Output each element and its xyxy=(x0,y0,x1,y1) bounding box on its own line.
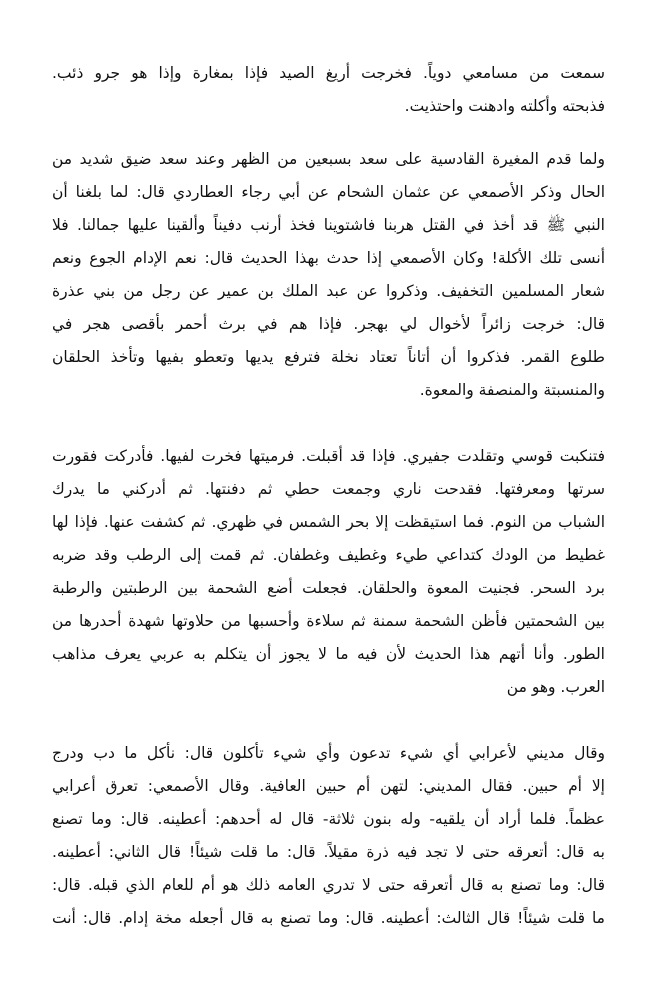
text-line: ما قلت شيئاً! قال الثالث: أعطينه. قال: وما تصنع به قال أجعله مخة إدام. قال: أنت xyxy=(52,909,605,927)
text-line: إلا أم حبين. فقال المديني: لتهن أم حبين العافية. وقال الأصمعي: تعرق أعرابي xyxy=(52,777,605,795)
text-line: بين الشحمتين فأظن الشحمة سمنة ثم سلاءة وأحسبها من حلاوتها شهدة أحدرها من xyxy=(52,612,605,630)
text-line: سمعت من مسامعي دوياً. فخرجت أريغ الصيد فإذا بمغارة وإذا هو جرو ذئب. xyxy=(52,64,605,82)
paragraph-mughira-qadisiyya xyxy=(52,143,605,407)
text-line: العرب. وهو من xyxy=(506,678,605,696)
text-line: شعار المسلمين التخفيف. وذكروا عن عبد الملك بن عمير عن رجل من بني عذرة xyxy=(52,282,605,300)
text-line: قال: وما تصنع به قال أتعرقه حتى لا تدري العامه ذلك هو أم للعام الذي قبله. قال: xyxy=(52,876,605,894)
text-line: أنسى تلك الأكلة! وكان الأصمعي إذا حدث بهذا الحديث قال: نعم الإدام الجوع ونعم xyxy=(52,249,605,267)
paragraph-madani-and-bedouin xyxy=(52,737,605,935)
text-line: الحال وذكر الأصمعي عن عثمان الشحام عن أبي رجاء العطاردي قال: لما بلغنا أن xyxy=(52,183,605,201)
text-line: النبي ﷺ قد أخذ في القتل هربنا فاشتوينا فخذ أرنب دفيناً وألقينا عليها جمالنا. فلا xyxy=(52,216,605,234)
text-line: غطيط من الودك كتداعي طيء وغطيف وغطفان. ثم قمت إلى الرطب وقد ضربه xyxy=(52,546,605,564)
text-line: عظماً. فلما أراد أن يلقيه- وله بنون ثلاثة- قال له أحدهم: أعطينه. قال: وما تصنع xyxy=(52,810,605,828)
text-line: وقال مديني لأعرابي أي شيء تدعون وأي شيء تأكلون قال: نأكل ما دب ودرج xyxy=(52,744,605,762)
text-line: سرتها ومعرفتها. فقدحت ناري وجمعت حطي ثم دفنتها. ثم أدركني ما يدرك xyxy=(52,480,605,498)
text-line: فذبحته وأكلته وادهنت واحتذيت. xyxy=(404,97,605,115)
text-line: والمنسبتة والمنصفة والمعوة. xyxy=(419,381,605,399)
text-line: برد السحر. فجنيت المعوة والحلقان. فجعلت أضع الشحمة بين الرطبتين والرطبة xyxy=(52,579,605,597)
text-line: طلوع القمر. فذكروا أن أتاناً تعتاد نخلة فترفع يديها وتعطو بفيها وتأخذ الحلقان xyxy=(52,348,605,366)
text-line: الشباب من النوم. فما استيقظت إلا بحر الشمس في ظهري. ثم كشفت عنها. فإذا لها xyxy=(52,513,605,531)
text-line: الطور. وأنا أتهم هذا الحديث لأن فيه ما لا يجوز أن يتكلم به عربي يعرف مذاهب xyxy=(52,645,605,663)
text-line: قال: خرجت زائراً لأخوال لي بهجر. فإذا هم في برث أحمر بأقصى هجر في xyxy=(52,315,605,333)
text-line: به قال: أتعرقه حتى لا تجد فيه ذرة مقيلاً. قال: ما قلت شيئاً! قال الثاني: أعطينه. xyxy=(52,843,605,861)
text-line: فتنكبت قوسي وتقلدت جفيري. فإذا قد أقبلت. فرميتها فخرت لفيها. فأدركت فقورت xyxy=(52,447,605,465)
paragraph-bow-and-quiver xyxy=(52,440,605,704)
paragraph-wolf-cub xyxy=(52,57,605,123)
text-line: ولما قدم المغيرة القادسية على سعد بسبعين من الظهر وعند سعد ضيق شديد من xyxy=(52,150,605,168)
